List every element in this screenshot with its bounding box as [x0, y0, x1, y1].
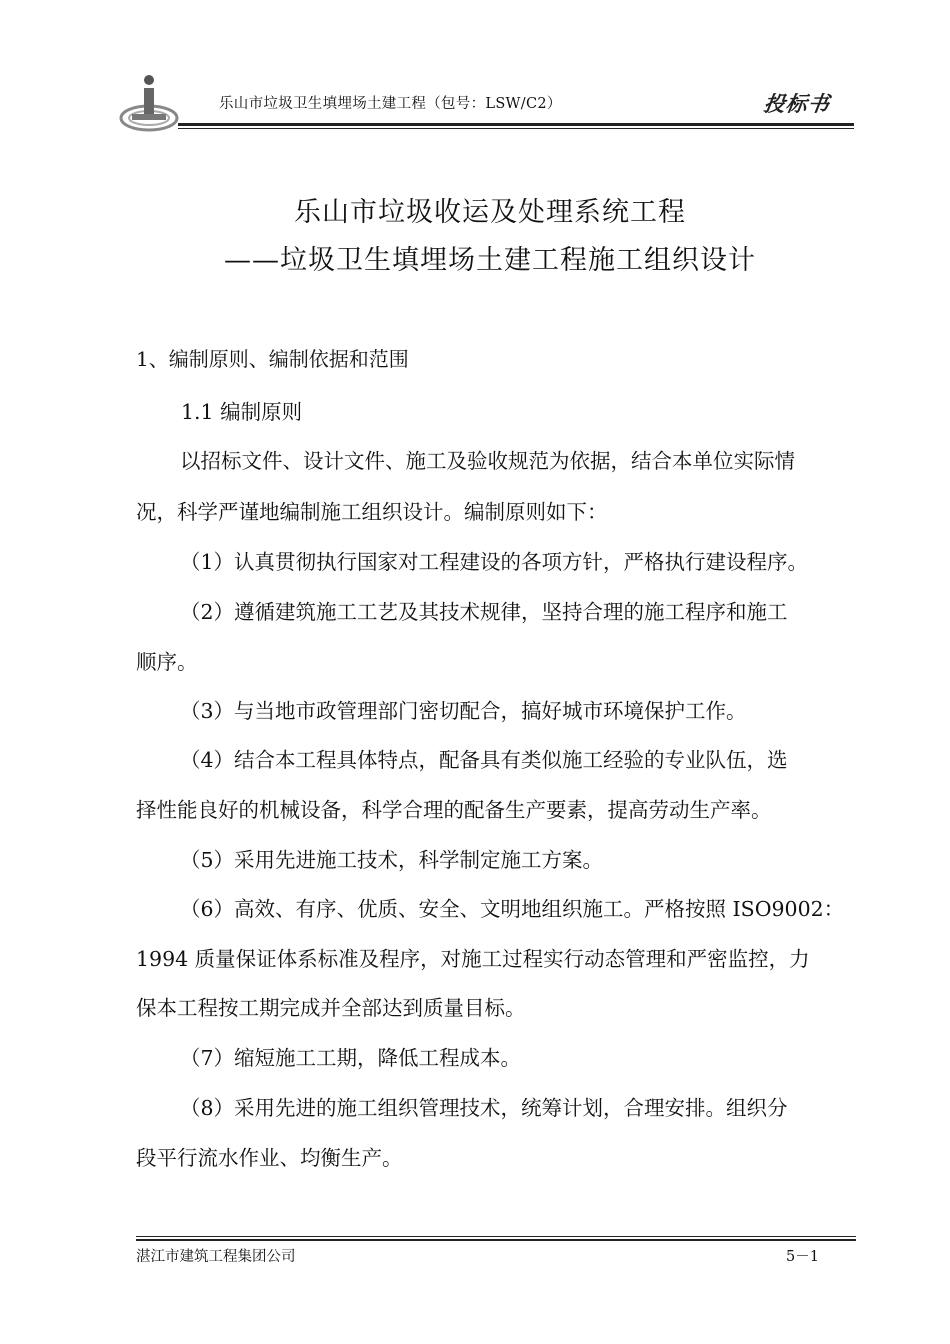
footer-divider: [136, 1239, 856, 1241]
section-heading: 1、编制原则、编制依据和范围: [136, 347, 409, 371]
header-badge: 投标书: [762, 91, 832, 116]
paragraph-line: 顺序。: [136, 650, 198, 674]
paragraph-line: （2）遵循建筑施工工艺及其技术规律，坚持合理的施工程序和施工: [180, 600, 788, 624]
paragraph-line: 保本工程按工期完成并全部达到质量目标。: [136, 996, 526, 1020]
paragraph-line: （4）结合本工程具体特点，配备具有类似施工经验的专业队伍，选: [180, 748, 788, 772]
document-title-line2: ——垃圾卫生填埋场土建工程施工组织设计: [224, 245, 756, 276]
document-title-line1: 乐山市垃圾收运及处理系统工程: [294, 197, 686, 228]
paragraph-line: （7）缩短施工工期，降低工程成本。: [180, 1046, 522, 1070]
page-number: 5－1: [786, 1249, 819, 1265]
paragraph-line: （1）认真贯彻执行国家对工程建设的各项方针，严格执行建设程序。: [180, 550, 809, 574]
paragraph-line: 况，科学严谨地编制施工组织设计。编制原则如下：: [136, 500, 608, 524]
paragraph-line: （6）高效、有序、优质、安全、文明地组织施工。严格按照 ISO9002：: [180, 897, 845, 921]
paragraph-line: （3）与当地市政管理部门密切配合，搞好城市环境保护工作。: [180, 699, 747, 723]
header-title: 乐山市垃圾卫生填埋场土建工程（包号：LSW/C2）: [219, 96, 562, 112]
footer-divider-thin: [136, 1236, 856, 1237]
paragraph-line: 择性能良好的机械设备，科学合理的配备生产要素，提高劳动生产率。: [136, 798, 772, 822]
paragraph-line: （8）采用先进的施工组织管理技术，统筹计划，合理安排。组织分: [180, 1096, 788, 1120]
paragraph-line: 以招标文件、设计文件、施工及验收规范为依据，结合本单位实际情: [180, 449, 795, 473]
paragraph-line: （5）采用先进施工技术，科学制定施工方案。: [180, 848, 604, 872]
subsection-heading: 1.1 编制原则: [181, 400, 303, 424]
header-divider: [178, 123, 854, 126]
header-divider-thin: [178, 128, 854, 129]
paragraph-line: 1994 质量保证体系标准及程序，对施工过程实行动态管理和严密监控，力: [136, 947, 810, 971]
footer-company: 湛江市建筑工程集团公司: [136, 1249, 296, 1265]
company-logo-icon: [118, 74, 180, 136]
paragraph-line: 段平行流水作业、均衡生产。: [136, 1146, 403, 1170]
page-header: [0, 0, 950, 140]
